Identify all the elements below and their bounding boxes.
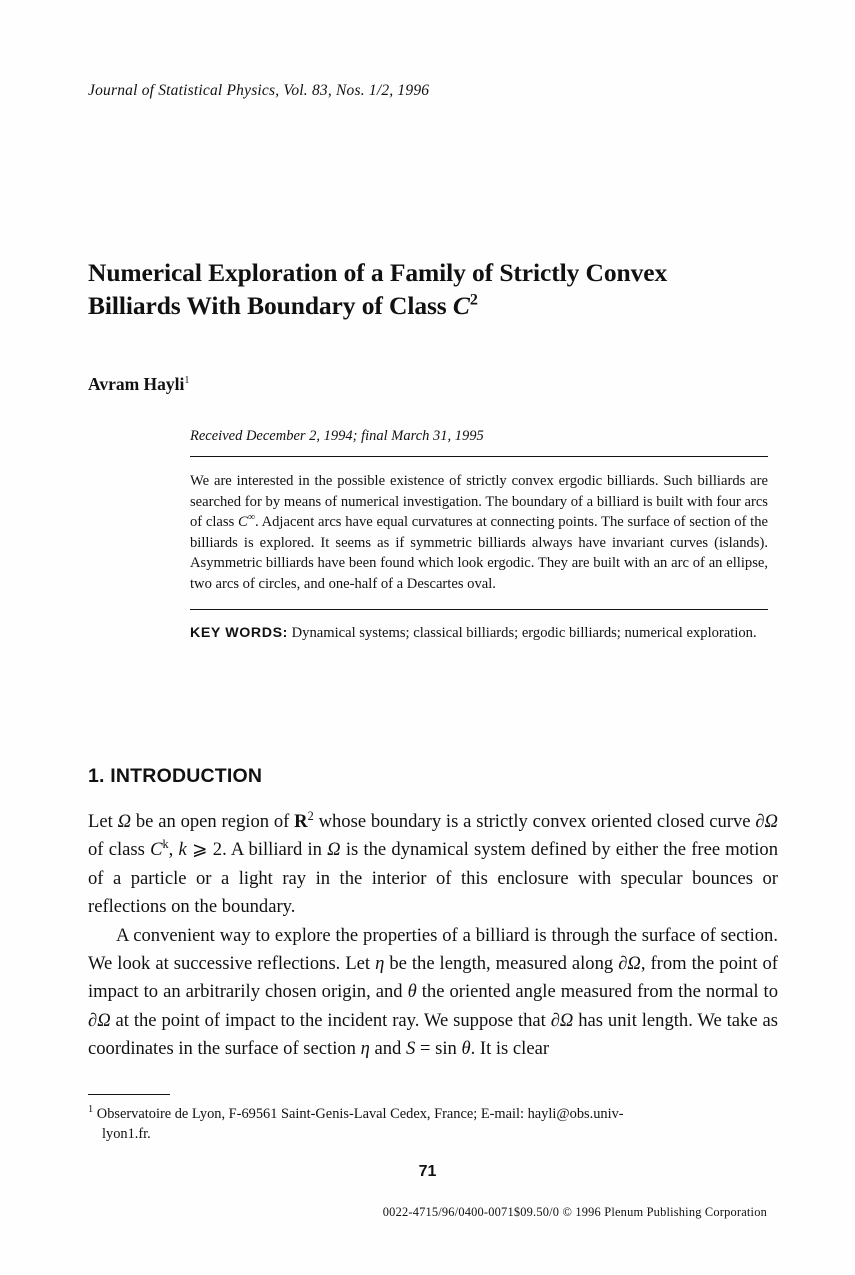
p2-m7: S [406,1038,416,1060]
p1-m6: Ω [327,839,341,861]
abstract-part-2: . Adjacent arcs have equal curvatures at connecting points. The surface of section of the billiards is explored. It seems as if symmetric billiards always have invariant curves (islands). Asymmetric billiards have been found which look ergodic. They are built with an arc of an ellipse, two arcs of circles, and one-half of a Descartes oval. [190,514,769,592]
keywords-text: Dynamical systems; classical billiards; ergodic billiards; numerical exploration. [291,624,757,641]
abstract-part-1: We are interested in the possible existence of strictly convex ergodic billiards. Such billiards are searched for by means of numerical investigation. The boundary of a billiard is built with four arcs of class [190,473,768,531]
footnote-line-2: lyon1.fr. [102,1126,151,1142]
abstract-block [190,456,768,658]
p1-s1: Let [88,811,118,832]
p1-s2: be an open region of [131,811,295,832]
section-heading-introduction: 1. INTRODUCTION [88,765,263,787]
journal-running-head: Journal of Statistical Physics, Vol. 83, Nos. 1/2, 1996 [88,82,430,99]
p1-s7: is the dynamical system defined by either the free motion of a particle or a light ray in the interior of this enclosure with specular bounces or reflections on the boundary. [88,839,778,918]
abstract-text [190,471,768,595]
footnote [88,1104,778,1144]
p1-m4: C [150,839,163,861]
footnote-line-1: Observatoire de Lyon, F-69561 Saint-Genis-Laval Cedex, France; E-mail: hayli@obs.univ- [96,1106,624,1122]
p1-m3: ∂Ω [755,811,778,832]
body-paragraph-1 [88,808,778,922]
p2-s7: and [369,1038,406,1060]
p1-m1: Ω [117,811,132,832]
p1-m5: k [178,839,187,861]
p2-s9: . It is clear [470,1038,550,1060]
p2-s2: be the length, measured along [384,953,619,975]
p2-m8: θ [461,1038,471,1060]
p2-m5: ∂Ω [550,1009,574,1031]
p1-s4: of class [88,839,151,861]
article-title [88,256,778,322]
copyright-line: 0022-4715/96/0400-0071$09.50/0 © 1996 Plenum Publishing Corporation [382,1205,767,1219]
abstract-math-class: C [237,514,248,531]
footnote-marker: 1 [88,1104,94,1116]
p1-s5: , [168,839,179,861]
abstract-bottom-rule [190,609,768,610]
title-line-2-text: Billiards With Boundary of Class [88,291,453,320]
title-line-1: Numerical Exploration of a Family of Strictly Convex [88,258,668,287]
p1-m2-exponent: 2 [307,808,314,823]
author-footnote-marker: 1 [184,375,190,387]
body-text [88,808,778,1064]
p2-m2: ∂Ω [618,953,641,975]
p2-s5: at the point of impact to the incident ray. We suppose that [110,1009,551,1031]
p1-s3: whose boundary is a strictly convex oriented closed curve [313,811,756,832]
title-math-class: C [452,291,470,320]
p2-m3: θ [407,981,417,1003]
p2-s8: = sin [415,1038,462,1060]
p1-m4-exponent: k [162,837,169,852]
footnote-separator-rule [88,1094,170,1095]
page-number: 71 [418,1163,437,1180]
p2-s6: has unit length. We take as coordinates in the surface of section [88,1009,778,1060]
title-math-exponent: 2 [469,291,478,309]
p1-m2: R [294,811,308,832]
body-paragraph-2 [88,922,778,1064]
p2-s1: A convenient way to explore the properties of a billiard is through the surface of section. We look at successive reflections. Let [88,924,778,975]
abstract-math-exponent: ∞ [247,512,256,524]
title-line-2 [88,289,778,322]
abstract-top-rule [190,456,768,457]
keywords-block [190,623,768,644]
p1-s6: ⩾ 2. A billiard in [186,839,328,861]
author-name-text: Avram Hayli [88,374,185,394]
author-name [88,374,189,395]
p2-m4: ∂Ω [88,1009,111,1031]
p2-s3: , from the point of impact to an arbitrarily chosen origin, and [88,953,778,1003]
p2-m1: η [375,953,385,975]
received-date: Received December 2, 1994; final March 31, 1995 [190,428,484,444]
p2-m6: η [360,1038,370,1060]
keywords-label: KEY WORDS: [190,624,288,641]
p2-s4: the oriented angle measured from the normal to [416,981,779,1003]
